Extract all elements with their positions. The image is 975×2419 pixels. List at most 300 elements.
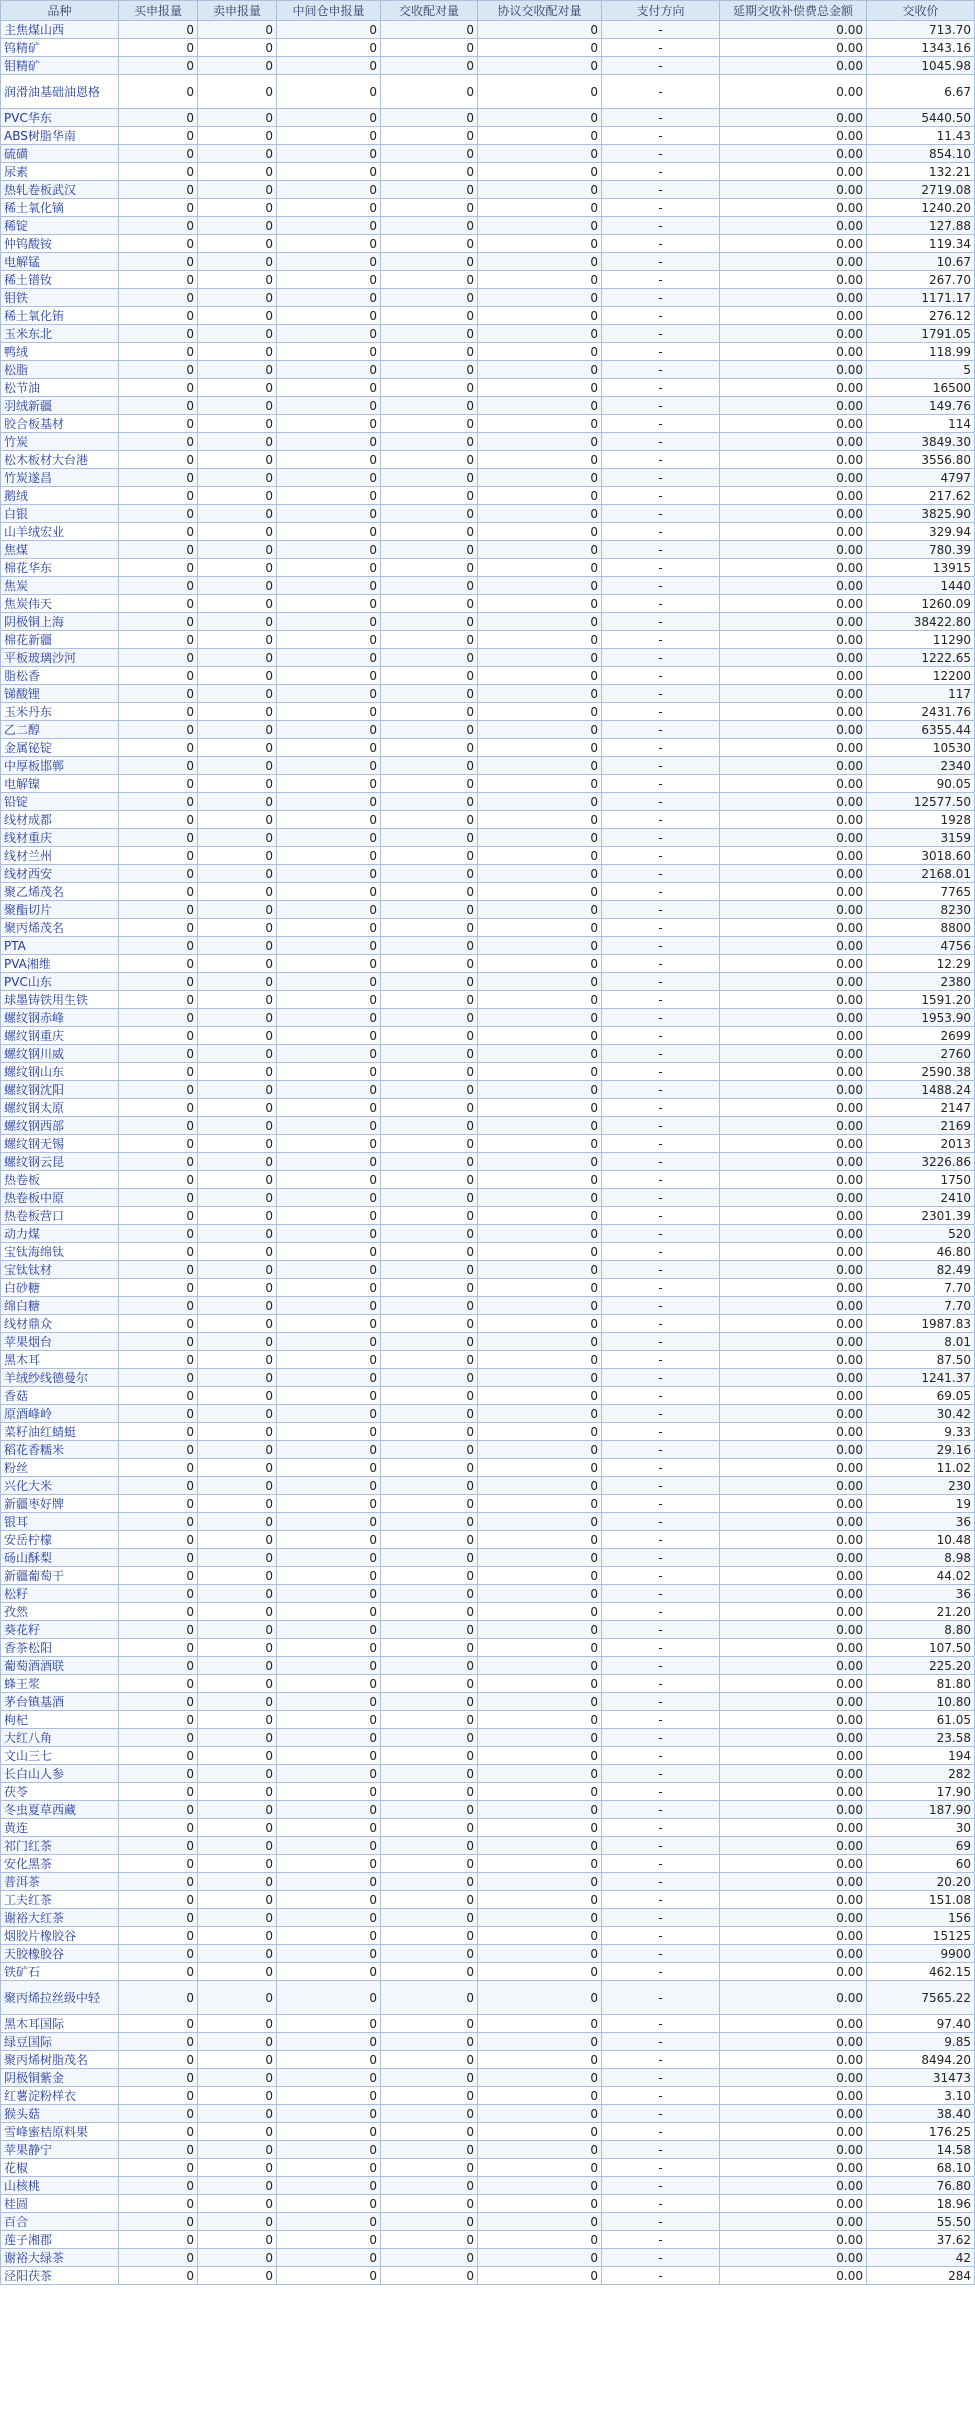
value-cell: 0	[198, 649, 277, 667]
value-cell: 0	[478, 919, 602, 937]
variety-name-cell: 螺纹钢西部	[1, 1117, 119, 1135]
table-row	[1, 1405, 975, 1423]
value-cell: 0.00	[720, 1945, 867, 1963]
variety-name-cell: PTA	[1, 937, 119, 955]
delivery-price-cell: 55.50	[867, 2213, 975, 2231]
value-cell: 0	[277, 1693, 381, 1711]
value-cell: 0	[277, 667, 381, 685]
value-cell: 0	[277, 1585, 381, 1603]
value-cell: 0	[478, 1081, 602, 1099]
value-cell: 0	[381, 1423, 478, 1441]
delivery-price-cell: 7.70	[867, 1297, 975, 1315]
value-cell: 0	[198, 487, 277, 505]
delivery-price-cell: 13915	[867, 559, 975, 577]
value-cell: 0	[478, 1207, 602, 1225]
value-cell: 0	[277, 2231, 381, 2249]
value-cell: 0	[119, 1297, 198, 1315]
value-cell: 0.00	[720, 541, 867, 559]
variety-name-cell: 焦炭	[1, 577, 119, 595]
value-cell: 0	[381, 1459, 478, 1477]
delivery-price-cell: 8800	[867, 919, 975, 937]
value-cell: 0.00	[720, 127, 867, 145]
value-cell: 0	[119, 775, 198, 793]
value-cell: 0	[381, 1135, 478, 1153]
delivery-price-cell: 3825.90	[867, 505, 975, 523]
value-cell: 0	[198, 361, 277, 379]
value-cell: 0	[381, 1153, 478, 1171]
payment-direction-cell: -	[602, 757, 720, 775]
value-cell: 0	[198, 1009, 277, 1027]
table-row	[1, 1819, 975, 1837]
delivery-price-cell: 282	[867, 1765, 975, 1783]
value-cell: 0	[277, 1045, 381, 1063]
value-cell: 0	[119, 1351, 198, 1369]
value-cell: 0	[198, 109, 277, 127]
value-cell: 0	[277, 1495, 381, 1513]
table-row	[1, 2123, 975, 2141]
delivery-price-cell: 217.62	[867, 487, 975, 505]
value-cell: 0	[478, 1459, 602, 1477]
value-cell: 0	[198, 451, 277, 469]
value-cell: 0	[277, 1315, 381, 1333]
value-cell: 0.00	[720, 1135, 867, 1153]
value-cell: 0	[478, 1351, 602, 1369]
variety-name-cell: 葵花籽	[1, 1621, 119, 1639]
variety-name-cell: 棉花华东	[1, 559, 119, 577]
value-cell: 0	[478, 127, 602, 145]
payment-direction-cell: -	[602, 991, 720, 1009]
value-cell: 0.00	[720, 955, 867, 973]
variety-name-cell: 黑木耳国际	[1, 2015, 119, 2033]
value-cell: 0	[381, 2015, 478, 2033]
value-cell: 0	[478, 1171, 602, 1189]
variety-name-cell: 黄连	[1, 1819, 119, 1837]
value-cell: 0	[381, 1261, 478, 1279]
value-cell: 0	[381, 1945, 478, 1963]
table-row	[1, 1045, 975, 1063]
value-cell: 0	[478, 2033, 602, 2051]
value-cell: 0	[478, 2231, 602, 2249]
value-cell: 0	[277, 127, 381, 145]
value-cell: 0	[198, 163, 277, 181]
value-cell: 0.00	[720, 1657, 867, 1675]
value-cell: 0	[119, 1225, 198, 1243]
value-cell: 0	[478, 1693, 602, 1711]
variety-name-cell: 玉米东北	[1, 325, 119, 343]
value-cell: 0	[198, 811, 277, 829]
value-cell: 0	[119, 937, 198, 955]
delivery-price-cell: 8494.20	[867, 2051, 975, 2069]
value-cell: 0	[381, 1873, 478, 1891]
value-cell: 0	[119, 901, 198, 919]
value-cell: 0	[119, 1243, 198, 1261]
value-cell: 0.00	[720, 1477, 867, 1495]
value-cell: 0.00	[720, 145, 867, 163]
value-cell: 0	[119, 631, 198, 649]
value-cell: 0	[119, 1387, 198, 1405]
delivery-price-cell: 90.05	[867, 775, 975, 793]
value-cell: 0.00	[720, 739, 867, 757]
value-cell: 0	[381, 1783, 478, 1801]
value-cell: 0	[277, 775, 381, 793]
delivery-price-cell: 329.94	[867, 523, 975, 541]
value-cell: 0	[381, 433, 478, 451]
payment-direction-cell: -	[602, 127, 720, 145]
payment-direction-cell: -	[602, 1153, 720, 1171]
table-row	[1, 1711, 975, 1729]
value-cell: 0.00	[720, 433, 867, 451]
variety-name-cell: 安岳柠檬	[1, 1531, 119, 1549]
value-cell: 0	[381, 1387, 478, 1405]
value-cell: 0	[478, 21, 602, 39]
table-row	[1, 1585, 975, 1603]
variety-name-cell: 大红八角	[1, 1729, 119, 1747]
delivery-price-cell: 31473	[867, 2069, 975, 2087]
value-cell: 0	[119, 613, 198, 631]
value-cell: 0	[277, 2141, 381, 2159]
column-header: 协议交收配对量	[478, 1, 602, 21]
value-cell: 0	[277, 1981, 381, 2015]
value-cell: 0	[198, 1189, 277, 1207]
value-cell: 0	[198, 1729, 277, 1747]
delivery-price-cell: 3556.80	[867, 451, 975, 469]
value-cell: 0	[198, 1261, 277, 1279]
value-cell: 0	[198, 307, 277, 325]
value-cell: 0	[381, 2249, 478, 2267]
table-row	[1, 1855, 975, 1873]
table-row	[1, 1639, 975, 1657]
value-cell: 0	[478, 469, 602, 487]
value-cell: 0	[119, 1981, 198, 2015]
value-cell: 0	[381, 739, 478, 757]
value-cell: 0.00	[720, 1153, 867, 1171]
table-row	[1, 1171, 975, 1189]
value-cell: 0.00	[720, 2177, 867, 2195]
delivery-price-cell: 9900	[867, 1945, 975, 1963]
value-cell: 0	[277, 883, 381, 901]
value-cell: 0	[119, 865, 198, 883]
value-cell: 0	[119, 2069, 198, 2087]
value-cell: 0	[198, 847, 277, 865]
value-cell: 0	[198, 1963, 277, 1981]
value-cell: 0	[119, 1657, 198, 1675]
payment-direction-cell: -	[602, 721, 720, 739]
table-row	[1, 1441, 975, 1459]
value-cell: 0	[119, 1963, 198, 1981]
variety-name-cell: 乙二醇	[1, 721, 119, 739]
value-cell: 0	[119, 21, 198, 39]
delivery-price-cell: 3226.86	[867, 1153, 975, 1171]
table-row	[1, 1891, 975, 1909]
delivery-price-cell: 3.10	[867, 2087, 975, 2105]
table-row	[1, 163, 975, 181]
value-cell: 0	[198, 2087, 277, 2105]
value-cell: 0	[478, 739, 602, 757]
value-cell: 0.00	[720, 1495, 867, 1513]
value-cell: 0.00	[720, 487, 867, 505]
table-row	[1, 253, 975, 271]
delivery-price-cell: 225.20	[867, 1657, 975, 1675]
table-row	[1, 1621, 975, 1639]
value-cell: 0.00	[720, 1837, 867, 1855]
value-cell: 0	[198, 1117, 277, 1135]
value-cell: 0	[381, 1117, 478, 1135]
delivery-price-cell: 11.02	[867, 1459, 975, 1477]
value-cell: 0	[478, 1765, 602, 1783]
value-cell: 0	[381, 1981, 478, 2015]
variety-name-cell: 松节油	[1, 379, 119, 397]
value-cell: 0	[381, 1531, 478, 1549]
table-row	[1, 541, 975, 559]
value-cell: 0	[381, 1351, 478, 1369]
variety-name-cell: 兴化大米	[1, 1477, 119, 1495]
value-cell: 0	[381, 613, 478, 631]
value-cell: 0.00	[720, 793, 867, 811]
payment-direction-cell: -	[602, 1297, 720, 1315]
value-cell: 0	[478, 325, 602, 343]
payment-direction-cell: -	[602, 343, 720, 361]
value-cell: 0	[277, 145, 381, 163]
value-cell: 0	[381, 595, 478, 613]
value-cell: 0	[119, 217, 198, 235]
value-cell: 0	[277, 433, 381, 451]
delivery-price-cell: 187.90	[867, 1801, 975, 1819]
value-cell: 0	[119, 1135, 198, 1153]
delivery-price-cell: 38422.80	[867, 613, 975, 631]
variety-name-cell: 中厚板邯郸	[1, 757, 119, 775]
variety-name-cell: 原酒峰岭	[1, 1405, 119, 1423]
value-cell: 0	[478, 2213, 602, 2231]
value-cell: 0	[119, 1585, 198, 1603]
payment-direction-cell: -	[602, 613, 720, 631]
value-cell: 0	[119, 1207, 198, 1225]
value-cell: 0	[119, 2213, 198, 2231]
value-cell: 0	[277, 487, 381, 505]
value-cell: 0	[478, 307, 602, 325]
value-cell: 0.00	[720, 217, 867, 235]
value-cell: 0	[119, 199, 198, 217]
table-row	[1, 1765, 975, 1783]
delivery-price-cell: 11290	[867, 631, 975, 649]
table-row	[1, 451, 975, 469]
value-cell: 0	[277, 1801, 381, 1819]
value-cell: 0	[478, 1513, 602, 1531]
value-cell: 0	[381, 1477, 478, 1495]
value-cell: 0.00	[720, 1459, 867, 1477]
delivery-price-cell: 1241.37	[867, 1369, 975, 1387]
value-cell: 0	[277, 1945, 381, 1963]
variety-name-cell: 绵白糖	[1, 1297, 119, 1315]
value-cell: 0	[119, 379, 198, 397]
value-cell: 0	[198, 1693, 277, 1711]
variety-name-cell: 稀土镨钕	[1, 271, 119, 289]
value-cell: 0.00	[720, 39, 867, 57]
value-cell: 0	[119, 181, 198, 199]
value-cell: 0	[277, 2177, 381, 2195]
value-cell: 0.00	[720, 1099, 867, 1117]
payment-direction-cell: -	[602, 1945, 720, 1963]
table-row	[1, 757, 975, 775]
table-row	[1, 1747, 975, 1765]
value-cell: 0	[198, 1675, 277, 1693]
payment-direction-cell: -	[602, 1711, 720, 1729]
value-cell: 0	[277, 1135, 381, 1153]
value-cell: 0	[381, 793, 478, 811]
payment-direction-cell: -	[602, 1783, 720, 1801]
value-cell: 0	[119, 1081, 198, 1099]
value-cell: 0	[478, 721, 602, 739]
variety-name-cell: 金属铋锭	[1, 739, 119, 757]
payment-direction-cell: -	[602, 847, 720, 865]
payment-direction-cell: -	[602, 559, 720, 577]
value-cell: 0.00	[720, 379, 867, 397]
value-cell: 0.00	[720, 1009, 867, 1027]
value-cell: 0.00	[720, 2033, 867, 2051]
table-row	[1, 57, 975, 75]
value-cell: 0.00	[720, 2213, 867, 2231]
payment-direction-cell: -	[602, 1027, 720, 1045]
value-cell: 0	[119, 469, 198, 487]
value-cell: 0	[381, 2087, 478, 2105]
table-row	[1, 199, 975, 217]
table-row	[1, 811, 975, 829]
value-cell: 0	[478, 181, 602, 199]
value-cell: 0.00	[720, 181, 867, 199]
value-cell: 0	[277, 1927, 381, 1945]
value-cell: 0	[277, 1351, 381, 1369]
variety-name-cell: 茅台镇基酒	[1, 1693, 119, 1711]
delivery-price-cell: 114	[867, 415, 975, 433]
value-cell: 0	[119, 1729, 198, 1747]
payment-direction-cell: -	[602, 2123, 720, 2141]
value-cell: 0	[277, 2087, 381, 2105]
value-cell: 0	[277, 577, 381, 595]
delivery-price-cell: 462.15	[867, 1963, 975, 1981]
value-cell: 0.00	[720, 2087, 867, 2105]
value-cell: 0	[381, 1081, 478, 1099]
value-cell: 0	[478, 973, 602, 991]
value-cell: 0	[277, 2123, 381, 2141]
table-row	[1, 1513, 975, 1531]
delivery-price-cell: 18.96	[867, 2195, 975, 2213]
value-cell: 0	[198, 2015, 277, 2033]
value-cell: 0	[277, 1225, 381, 1243]
payment-direction-cell: -	[602, 685, 720, 703]
value-cell: 0	[478, 2249, 602, 2267]
delivery-price-cell: 14.58	[867, 2141, 975, 2159]
table-row	[1, 325, 975, 343]
variety-name-cell: 聚丙烯树脂茂名	[1, 2051, 119, 2069]
value-cell: 0	[381, 253, 478, 271]
variety-name-cell: 猴头菇	[1, 2105, 119, 2123]
value-cell: 0	[381, 541, 478, 559]
value-cell: 0.00	[720, 775, 867, 793]
delivery-price-cell: 4756	[867, 937, 975, 955]
value-cell: 0	[119, 2123, 198, 2141]
value-cell: 0	[119, 703, 198, 721]
variety-name-cell: 螺纹钢赤峰	[1, 1009, 119, 1027]
value-cell: 0	[277, 829, 381, 847]
value-cell: 0	[277, 199, 381, 217]
value-cell: 0	[277, 57, 381, 75]
value-cell: 0	[198, 559, 277, 577]
value-cell: 0	[198, 1891, 277, 1909]
value-cell: 0	[381, 181, 478, 199]
value-cell: 0	[119, 289, 198, 307]
table-row	[1, 577, 975, 595]
value-cell: 0	[478, 415, 602, 433]
value-cell: 0	[119, 2015, 198, 2033]
value-cell: 0.00	[720, 2159, 867, 2177]
value-cell: 0	[478, 649, 602, 667]
value-cell: 0.00	[720, 1243, 867, 1261]
payment-direction-cell: -	[602, 1369, 720, 1387]
value-cell: 0	[277, 1729, 381, 1747]
table-row	[1, 973, 975, 991]
payment-direction-cell: -	[602, 181, 720, 199]
value-cell: 0	[478, 2051, 602, 2069]
value-cell: 0	[119, 1945, 198, 1963]
value-cell: 0	[119, 57, 198, 75]
value-cell: 0.00	[720, 307, 867, 325]
variety-name-cell: 葡萄酒酒联	[1, 1657, 119, 1675]
table-row	[1, 487, 975, 505]
value-cell: 0	[381, 57, 478, 75]
value-cell: 0	[381, 703, 478, 721]
value-cell: 0	[119, 1855, 198, 1873]
value-cell: 0	[119, 235, 198, 253]
payment-direction-cell: -	[602, 253, 720, 271]
value-cell: 0	[277, 1099, 381, 1117]
table-row	[1, 613, 975, 631]
delivery-price-cell: 127.88	[867, 217, 975, 235]
variety-name-cell: 钼精矿	[1, 57, 119, 75]
value-cell: 0.00	[720, 1783, 867, 1801]
table-row	[1, 793, 975, 811]
value-cell: 0	[478, 1891, 602, 1909]
table-row	[1, 901, 975, 919]
value-cell: 0	[119, 1405, 198, 1423]
variety-name-cell: 山核桃	[1, 2177, 119, 2195]
variety-name-cell: 绿豆国际	[1, 2033, 119, 2051]
value-cell: 0.00	[720, 559, 867, 577]
delivery-price-cell: 69.05	[867, 1387, 975, 1405]
table-row	[1, 559, 975, 577]
value-cell: 0.00	[720, 685, 867, 703]
delivery-price-cell: 780.39	[867, 541, 975, 559]
value-cell: 0	[119, 991, 198, 1009]
table-row	[1, 1549, 975, 1567]
value-cell: 0.00	[720, 397, 867, 415]
value-cell: 0	[119, 1765, 198, 1783]
value-cell: 0.00	[720, 1729, 867, 1747]
value-cell: 0	[478, 577, 602, 595]
variety-name-cell: 黑木耳	[1, 1351, 119, 1369]
delivery-price-cell: 10530	[867, 739, 975, 757]
value-cell: 0	[119, 1873, 198, 1891]
delivery-price-cell: 68.10	[867, 2159, 975, 2177]
variety-name-cell: 安化黑茶	[1, 1855, 119, 1873]
value-cell: 0	[119, 1675, 198, 1693]
variety-name-cell: 菜籽油红蜻蜓	[1, 1423, 119, 1441]
value-cell: 0	[119, 2087, 198, 2105]
value-cell: 0	[478, 1153, 602, 1171]
value-cell: 0	[478, 901, 602, 919]
value-cell: 0	[478, 163, 602, 181]
variety-name-cell: 孜然	[1, 1603, 119, 1621]
value-cell: 0	[478, 1819, 602, 1837]
value-cell: 0.00	[720, 1261, 867, 1279]
